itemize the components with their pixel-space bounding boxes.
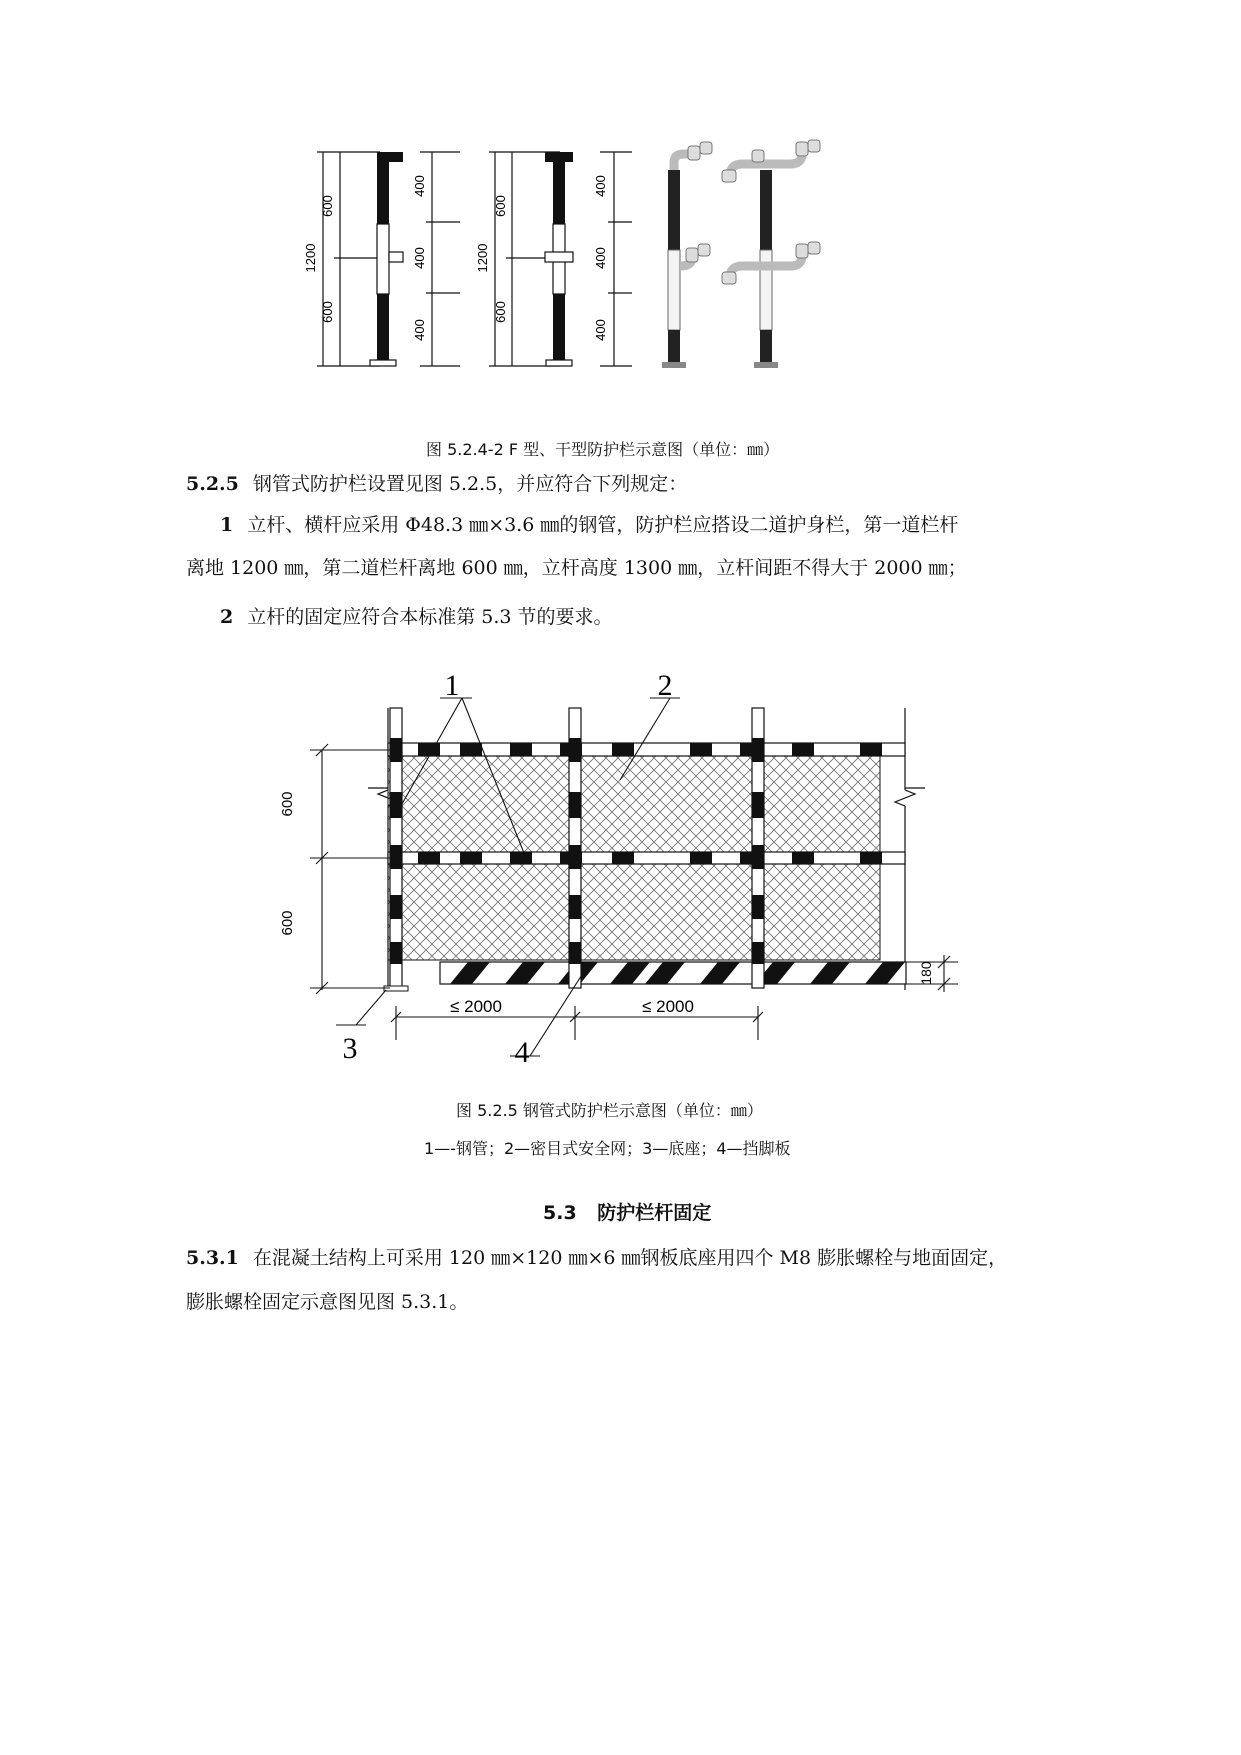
item1-number: 1 bbox=[220, 514, 234, 536]
safety-net-upper bbox=[388, 756, 880, 852]
f-type-post bbox=[370, 152, 403, 366]
figure-5-2-5-legend: 1—-钢管；2—密目式安全网；3—底座；4—挡脚板 bbox=[424, 1139, 791, 1158]
f-type-railing-render bbox=[662, 142, 712, 368]
dim-total-1200-b: 1200 bbox=[475, 243, 490, 273]
gan-type-railing-render bbox=[722, 140, 820, 368]
clause-5-2-5-number: 5.2.5 bbox=[186, 473, 239, 495]
clause-5-3-1-line2: 膨胀螺栓固定示意图见图 5.3.1。 bbox=[186, 1291, 469, 1313]
post-right bbox=[752, 708, 764, 988]
post-middle bbox=[569, 708, 581, 988]
safety-net-lower bbox=[388, 864, 880, 960]
section-5-3-number: 5.3 bbox=[543, 1202, 577, 1224]
item2-text: 立杆的固定应符合本标准第 5.3 节的要求。 bbox=[247, 606, 613, 628]
mid-rail bbox=[388, 852, 905, 864]
callout-1: 1 bbox=[444, 669, 460, 702]
clause-5-2-5 bbox=[186, 462, 687, 506]
figure-5-2-4-2-caption: 图 5.2.4-2 F 型、干型防护栏示意图（单位：㎜） bbox=[426, 440, 780, 459]
item2-number: 2 bbox=[220, 606, 234, 628]
spacing-right: ≤ 2000 bbox=[642, 997, 694, 1016]
dim-lower-600-a: 600 bbox=[320, 301, 335, 323]
bottom-dimensions bbox=[391, 1006, 763, 1040]
clause-5-3-1-line1 bbox=[186, 1236, 1007, 1280]
dim-upper-600-a: 600 bbox=[320, 195, 335, 217]
dim-total-1200-a: 1200 bbox=[303, 243, 318, 273]
section-5-3-heading bbox=[543, 1198, 711, 1225]
callout-4: 4 bbox=[514, 1036, 530, 1069]
clause-5-2-5-text: 钢管式防护栏设置见图 5.2.5，并应符合下列规定： bbox=[252, 473, 688, 495]
dim-top-400-a: 400 bbox=[412, 175, 427, 197]
toe-board bbox=[440, 962, 906, 984]
figure-5-2-5 bbox=[279, 669, 980, 1069]
dim-toe-180: 180 bbox=[918, 961, 934, 985]
item1-text-line1: 立杆、横杆应采用 Φ48.3 ㎜×3.6 ㎜的钢管，防护栏应搭设二道护身栏，第一道栏杆 bbox=[247, 514, 959, 536]
clause-5-2-5-item1-line2: 离地 1200 ㎜，第二道栏杆离地 600 ㎜，立杆高度 1300 ㎜，立杆间距不得大于 2000 ㎜； bbox=[186, 557, 967, 579]
dim-bottom-400-b: 400 bbox=[593, 319, 608, 341]
clause-5-2-5-item1-line1 bbox=[220, 503, 958, 547]
gan-type-post bbox=[545, 152, 573, 366]
callout-2: 2 bbox=[657, 669, 673, 702]
spacing-left: ≤ 2000 bbox=[450, 997, 502, 1016]
clause-5-2-5-item2 bbox=[220, 595, 613, 639]
clause-5-3-1-number: 5.3.1 bbox=[186, 1247, 239, 1269]
dim-top-400-b: 400 bbox=[593, 175, 608, 197]
dim-lower-600: 600 bbox=[279, 910, 296, 936]
dim-upper-600-b: 600 bbox=[493, 195, 508, 217]
left-dimensions bbox=[310, 744, 390, 994]
clause-5-3-1-text-line1: 在混凝土结构上可采用 120 ㎜×120 ㎜×6 ㎜钢板底座用四个 M8 膨胀螺栓与地面固定， bbox=[252, 1247, 1008, 1269]
dim-lower-600-b: 600 bbox=[493, 301, 508, 323]
dim-mid-400-a: 400 bbox=[412, 247, 427, 269]
dim-mid-400-b: 400 bbox=[593, 247, 608, 269]
top-rail bbox=[388, 743, 905, 756]
callout-3: 3 bbox=[342, 1032, 358, 1065]
dim-bottom-400-a: 400 bbox=[412, 319, 427, 341]
section-5-3-title: 防护栏杆固定 bbox=[597, 1202, 712, 1224]
dim-upper-600: 600 bbox=[279, 791, 296, 817]
figure-5-2-5-caption: 图 5.2.5 钢管式防护栏示意图（单位：㎜） bbox=[456, 1101, 763, 1120]
figure-5-2-4-2 bbox=[303, 140, 940, 420]
